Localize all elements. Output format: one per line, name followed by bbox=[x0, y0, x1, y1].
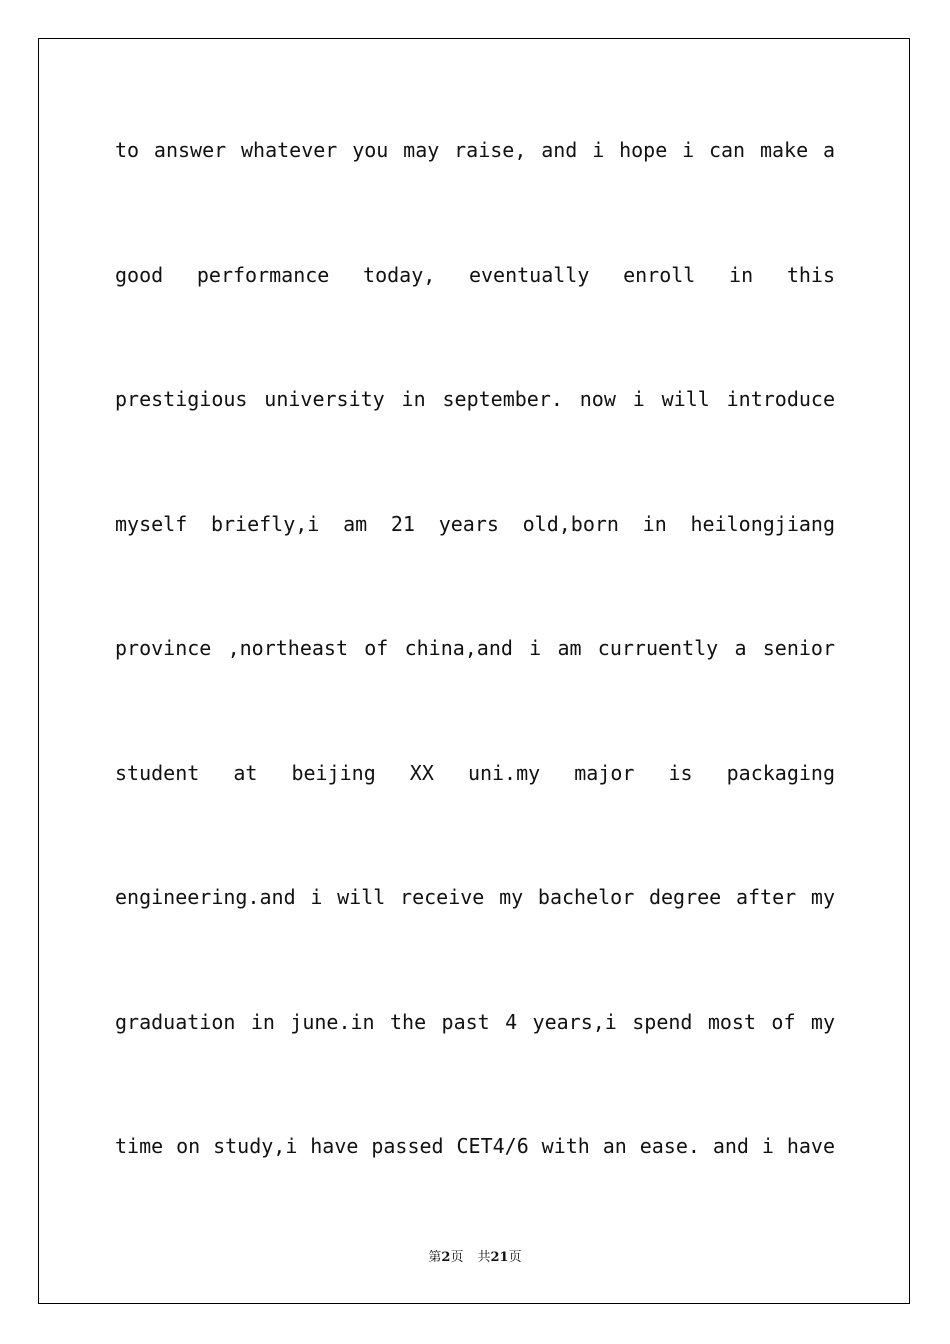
document-body bbox=[115, 136, 835, 1257]
text-line: prestigious university in september. now i will introduce bbox=[115, 387, 835, 411]
text-line: province ,northeast of china,and i am curruently a senior bbox=[115, 636, 835, 660]
page-suffix: 页 bbox=[450, 1250, 464, 1265]
text-line: engineering.and i will receive my bachelor degree after my bbox=[115, 885, 835, 909]
text-line: graduation in june.in the past 4 years,i spend most of my bbox=[115, 1009, 835, 1034]
text-line: myself briefly,i am 21 years old,born in heilongjiang bbox=[115, 511, 835, 536]
total-prefix: 共 bbox=[477, 1250, 491, 1265]
page-footer bbox=[0, 1246, 950, 1265]
text-line: time on study,i have passed CET4/6 with an ease. and i have bbox=[115, 1134, 835, 1158]
total-pages-number: 21 bbox=[490, 1250, 509, 1265]
total-suffix: 页 bbox=[508, 1250, 522, 1265]
page-prefix: 第 bbox=[428, 1250, 442, 1265]
text-line: student at beijing XX uni.my major is packaging bbox=[115, 760, 835, 785]
current-page-number: 2 bbox=[441, 1250, 451, 1265]
text-line: to answer whatever you may raise, and i hope i can make a bbox=[115, 138, 835, 162]
text-line: good performance today, eventually enroll in this bbox=[115, 262, 835, 287]
